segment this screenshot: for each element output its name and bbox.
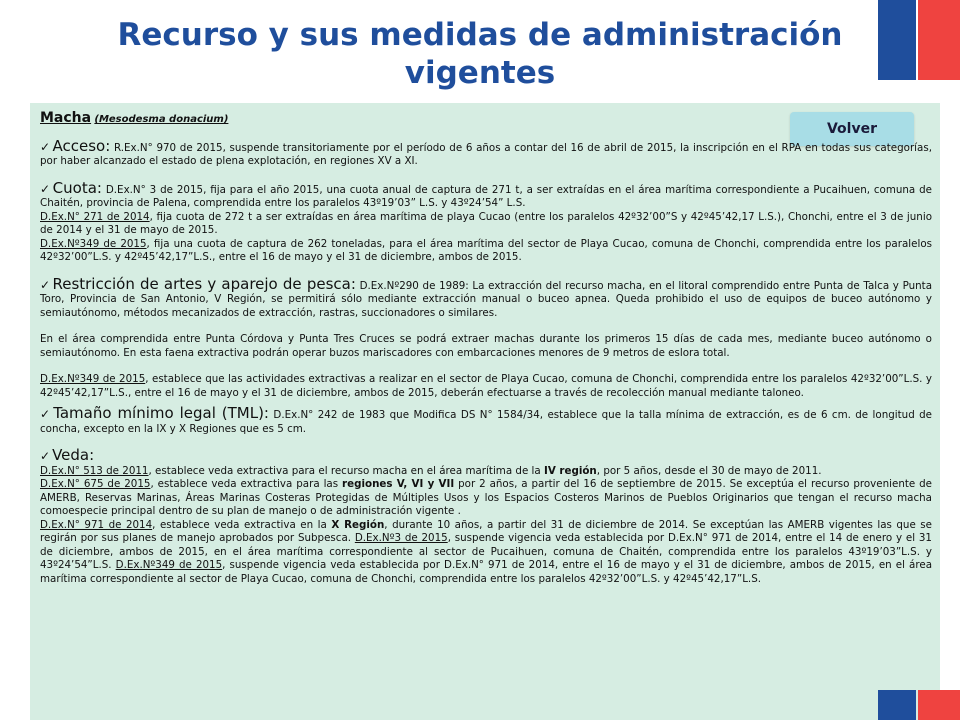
flag-red-stripe xyxy=(918,0,960,80)
check-icon: ✓ xyxy=(40,407,52,421)
flag-red-stripe xyxy=(918,690,960,720)
acceso-text: R.Ex.N° 970 de 2015, suspende transitoriamente por el período de 6 años a contar del 16 de abril de 2015, la inscripción en el RPA en todas sus categorías, por haber alcanzado el estado de plena explotación, en regiones XV a XI. xyxy=(40,141,932,167)
species-heading xyxy=(40,112,932,127)
check-icon: ✓ xyxy=(40,139,51,154)
veda-paragraph-2: D.Ex.N° 675 de 2015, establece veda extractiva para las regiones V, VI y VII por 2 años, a partir del 16 de septiembre de 2015. Se exceptúa el recurso proveniente de AMERB, Reservas Marinas, Áreas Marinas Costeras Protegidas de Múltiples Usos y los Espacios Costeros Marinos de Pueblos Originarios que tengan el recurso macha comoespecie principal dentro de su plan de manejo o de administración vigente . xyxy=(40,478,933,517)
tml-section xyxy=(40,404,933,436)
acceso-section xyxy=(40,136,932,169)
check-icon: ✓ xyxy=(40,277,51,292)
decree-link[interactable]: D.Ex.N° 971 de 2014 xyxy=(40,518,153,531)
check-icon: ✓ xyxy=(40,181,51,196)
restriccion-paragraph-2: En el área comprendida entre Punta Córdova y Punta Tres Cruces se podrá extraer machas durante los primeros 15 días de cada mes, mediante buceo autónomo o semiautónomo. En esta faena extractiva podrán operar buzos mariscadores con embarcaciones menores de 9 metros de eslora total. xyxy=(40,333,932,359)
restriccion-section xyxy=(40,274,933,321)
tml-text: D.Ex.N° 242 de 1983 que Modifica DS N° 1584/34, establece que la talla mínima de extracción, es de 6 cm. de longitud de concha, excepto en la IX y X Regiones que es 5 cm. xyxy=(40,409,933,435)
restriccion-label: Restricción de artes y aparejo de pesca: xyxy=(52,274,356,293)
cuota-paragraph-3: D.Ex.Nº349 de 2015, fija una cuota de captura de 262 toneladas, para el área marítima del sector de Playa Cucao, comuna de Chonchi, comprendida entre los paralelos 42º32’00”L.S. y 42º45’42,17”L.S., entre el 16 de mayo y el 31 de diciembre, ambos de 2015. xyxy=(40,237,932,263)
cuota-section xyxy=(40,178,932,211)
species-scientific: (Mesodesma donacium) xyxy=(94,114,229,125)
flag-decoration-bottom xyxy=(878,690,960,720)
veda-paragraph-3: D.Ex.N° 971 de 2014, establece veda extractiva en la X Región, durante 10 años, a partir del 31 de diciembre de 2014. Se exceptúan las AMERB vigentes las que se regirán por sus planes de manejo aprobados por Subpesca. D.Ex.Nº3 de 2015, suspende vigencia veda establecida por D.Ex.N° 971 de 2014, entre el 14 de enero y el 31 de diciembre, ambos de 2015, en el área marítima correspondiente al sector de Pucaihuen, comuna de Chaitén, comprendida entre los paralelos 43º19’03”L.S. y 43º24’54”L.S. D.Ex.Nº349 de 2015, suspende vigencia veda establecida por D.Ex.N° 971 de 2014, entre el 16 de mayo y el 31 de diciembre, ambos de 2015, en el área marítima correspondiente al sector de Playa Cucao, comuna de Chonchi, comprendida entre los paralelos 42º32’00”L.S. y 42º45’42,17”L.S. xyxy=(40,518,932,585)
tml-label: Tamaño mínimo legal (TML): xyxy=(53,404,269,422)
decree-link[interactable]: D.Ex.Nº3 de 2015 xyxy=(354,532,448,544)
cuota-paragraph-2: D.Ex.N° 271 de 2014, fija cuota de 272 t a ser extraídas en área marítima de playa Cucao (entre los paralelos 42º32’00”S y 42º45’42,17 L.S.), Chonchi, entre el 3 de junio de 2014 y el 31 de mayo de 2015. xyxy=(40,210,932,236)
veda-section xyxy=(40,446,932,465)
veda-label: Veda: xyxy=(52,446,95,464)
veda-paragraph-1: D.Ex.N° 513 de 2011, establece veda extractiva para el recurso macha en el área marítima de la IV región, por 5 años, desde el 30 de mayo de 2011. xyxy=(40,464,822,477)
decree-link[interactable]: D.Ex.Nº349 de 2015 xyxy=(40,373,146,385)
decree-link[interactable]: D.Ex.N° 513 de 2011 xyxy=(40,464,149,477)
decree-link[interactable]: D.Ex.Nº349 de 2015 xyxy=(115,559,223,571)
flag-blue-stripe xyxy=(878,0,916,80)
flag-blue-stripe xyxy=(878,690,916,720)
decree-link[interactable]: D.Ex.Nº349 de 2015 xyxy=(40,237,147,250)
cuota-text: D.Ex.N° 3 de 2015, fija para el año 2015, una cuota anual de captura de 271 t, a ser extraídas en el área marítima correspondiente a Pucaihuen, comuna de Chaitén, provincia de Palena, comprendida entre los paralelos 43º19’03” L.S. y 43º24’54” L.S. xyxy=(40,183,932,209)
acceso-label: Acceso: xyxy=(52,136,111,155)
flag-decoration-top xyxy=(878,0,960,80)
check-icon: ✓ xyxy=(40,449,51,463)
cuota-label: Cuota: xyxy=(52,178,102,197)
decree-link[interactable]: D.Ex.N° 675 de 2015 xyxy=(40,478,151,490)
page-title: Recurso y sus medidas de administración vigentes xyxy=(117,17,843,91)
volver-button[interactable]: Volver xyxy=(790,112,914,146)
species-name: Macha xyxy=(40,110,92,126)
restriccion-paragraph-3: D.Ex.Nº349 de 2015, establece que las actividades extractivas a realizar en el sector de Playa Cucao, comuna de Chonchi, comprendida entre los paralelos 42º32’00”L.S. y 42º45’42,17”L.S., entre el 16 de mayo y el 31 de diciembre, ambos de 2015, deberán efectuarse a través de recolección manual mediante taloneo. xyxy=(40,373,932,399)
decree-link[interactable]: D.Ex.N° 271 de 2014 xyxy=(40,210,150,223)
restriccion-text: D.Ex.Nº290 de 1989: La extracción del recurso macha, en el litoral comprendido entre Punta de Talca y Punta Toro, Provincia de San Antonio, V Región, se permitirá sólo mediante extracción manual o buceo apnea. Queda prohibido el uso de equipos de buceo autónomo y semiautónomo, métodos mecanizados de extracción, rastras, succionadores o similares. xyxy=(40,279,933,319)
content-body xyxy=(40,112,932,586)
